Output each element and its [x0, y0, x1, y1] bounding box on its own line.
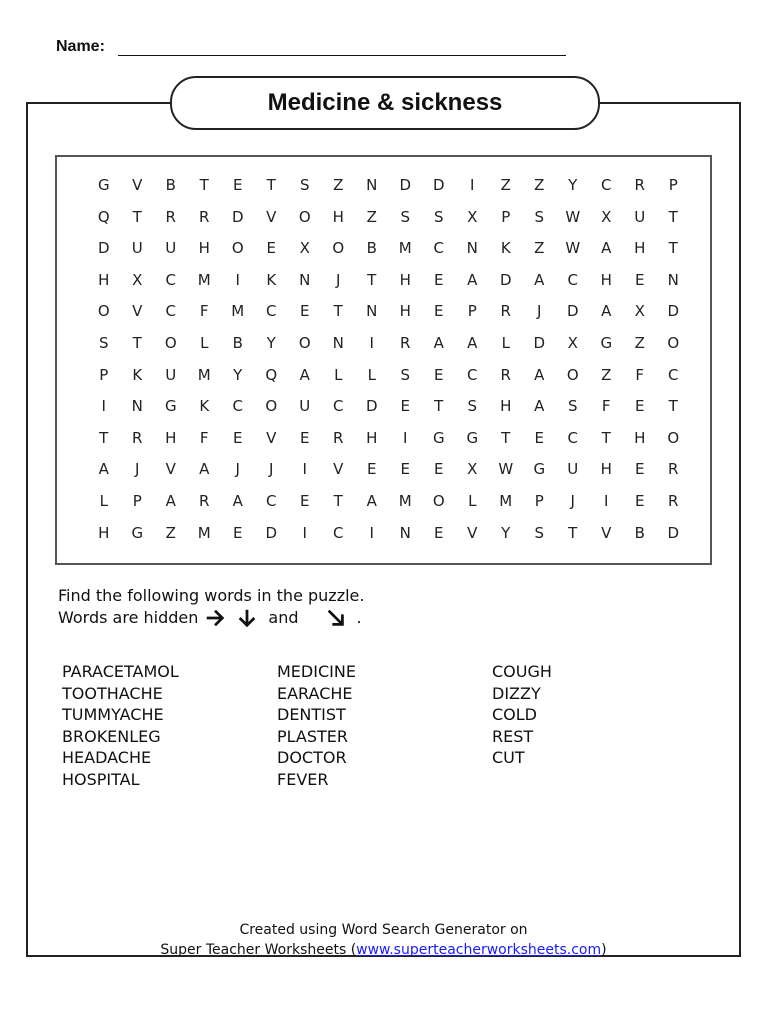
grid-letter: M [398, 239, 412, 258]
grid-letter: E [434, 523, 444, 542]
grid-letter: C [567, 428, 578, 447]
grid-letter: A [601, 239, 612, 258]
grid-letter: Y [501, 523, 511, 542]
name-field [56, 38, 566, 60]
grid-letter: A [467, 333, 478, 352]
grid-letter: H [399, 302, 411, 321]
grid-letter: C [266, 491, 277, 510]
grid-letter: E [400, 460, 410, 479]
grid-letter: T [266, 176, 276, 194]
grid-letter: C [232, 397, 243, 416]
grid-letter: Z [534, 239, 545, 258]
grid-letter: O [231, 239, 244, 258]
grid-letter: B [165, 176, 176, 194]
grid-letter: E [534, 428, 544, 447]
grid-letter: H [600, 460, 612, 479]
grid-letter: Z [601, 365, 612, 384]
grid-letter: S [400, 207, 411, 226]
grid-letter: H [98, 523, 110, 542]
grid-letter: E [233, 523, 243, 542]
grid-letter: E [635, 460, 645, 479]
grid-letter: E [300, 302, 310, 321]
grid-letter: E [434, 270, 444, 289]
grid-letter: D [499, 270, 512, 289]
word-item: CUT [492, 748, 525, 767]
grid-letter: D [399, 176, 412, 194]
grid-letter: S [467, 397, 478, 416]
word-item: TOOTHACHE [62, 683, 163, 703]
footer [26, 920, 741, 960]
grid-letter: I [101, 397, 106, 416]
grid-letter: X [132, 270, 143, 289]
grid-letter: V [333, 460, 344, 479]
grid-letter: O [332, 239, 345, 258]
grid-letter: C [333, 523, 344, 542]
grid-letter: O [265, 397, 278, 416]
grid-letter: O [566, 365, 579, 384]
grid-letter: C [165, 270, 176, 289]
grid-letter: T [668, 397, 678, 416]
grid-letter: C [567, 270, 578, 289]
word-item: HOSPITAL [62, 769, 140, 789]
grid-letter: J [269, 460, 274, 479]
grid-letter: Y [568, 176, 578, 194]
grid-letter: T [668, 207, 678, 226]
grid-letter: T [99, 428, 109, 447]
grid-letter: H [600, 270, 612, 289]
grid-letter: D [667, 523, 680, 542]
grid-letter: N [332, 333, 344, 352]
grid-letter: D [365, 397, 378, 416]
grid-letter: K [132, 365, 143, 384]
grid-letter: B [634, 523, 645, 542]
grid-letter: Z [366, 207, 377, 226]
grid-letter: A [366, 491, 377, 510]
grid-letter: N [366, 176, 378, 194]
grid-letter: E [400, 397, 410, 416]
grid-letter: I [369, 523, 374, 542]
grid-letter: P [99, 365, 109, 384]
grid-letter: L [501, 333, 510, 352]
grid-letter: G [600, 333, 613, 352]
grid-letter: U [634, 207, 646, 226]
grid-letter: J [235, 460, 240, 479]
word-column [277, 661, 492, 790]
grid-letter: T [568, 523, 578, 542]
grid-letter: T [501, 428, 511, 447]
grid-letter: M [197, 523, 211, 542]
grid-letter: P [534, 491, 544, 510]
grid-letter: O [97, 302, 110, 321]
word-item: DIZZY [492, 683, 541, 703]
grid-letter: U [567, 460, 579, 479]
footer-suffix: ) [601, 942, 607, 958]
page-title: Medicine & sickness [267, 89, 503, 116]
grid-letter: E [300, 428, 310, 447]
grid-letter: Q [97, 207, 110, 226]
grid-letter: I [235, 270, 240, 289]
grid-letter: O [298, 207, 311, 226]
grid-letter: J [570, 491, 575, 510]
grid-letter: R [500, 365, 511, 384]
grid-letter: H [399, 270, 411, 289]
word-item: HEADACHE [62, 748, 152, 767]
grid-letter: G [466, 428, 479, 447]
grid-letter: G [164, 397, 177, 416]
grid-letter: S [400, 365, 411, 384]
grid-letter: A [165, 491, 176, 510]
grid-letter: L [99, 491, 108, 510]
grid-letter: R [165, 207, 176, 226]
grid-letter: M [197, 270, 211, 289]
grid-letter: E [266, 239, 276, 258]
grid-letter: T [199, 176, 209, 194]
word-column [62, 661, 277, 790]
arrow-down-icon [236, 607, 262, 629]
grid-letter: Z [634, 333, 645, 352]
word-item: PLASTER [277, 726, 349, 746]
grid-letter: M [231, 302, 245, 321]
grid-letter: A [534, 365, 545, 384]
grid-letter: A [467, 270, 478, 289]
grid-letter: H [98, 270, 110, 289]
grid-letter: Z [333, 176, 344, 194]
word-list [62, 661, 707, 790]
grid-letter: F [601, 397, 611, 416]
grid-letter: D [97, 239, 110, 258]
grid-letter: V [165, 460, 176, 479]
grid-letter: E [635, 270, 645, 289]
name-label: Name: [56, 38, 105, 55]
grid-letter: O [432, 491, 445, 510]
grid-letter: E [434, 460, 444, 479]
grid-letter: E [635, 491, 645, 510]
grid-letter: U [165, 239, 177, 258]
grid-letter: U [299, 397, 311, 416]
grid-letter: Z [534, 176, 545, 194]
grid-letter: M [499, 491, 513, 510]
grid-letter: X [567, 333, 578, 352]
grid-letter: C [668, 365, 679, 384]
grid-letter: G [131, 523, 144, 542]
grid-letter: C [467, 365, 478, 384]
grid-letter: C [266, 302, 277, 321]
grid-letter: G [432, 428, 445, 447]
grid-letter: J [336, 270, 341, 289]
grid-letter: A [433, 333, 444, 352]
grid-letter: E [434, 302, 444, 321]
grid-letter: D [667, 302, 680, 321]
instructions [58, 585, 364, 629]
grid-letter: G [97, 176, 110, 194]
grid-letter: I [302, 460, 307, 479]
word-item: MEDICINE [277, 662, 356, 681]
grid-letter: P [467, 302, 477, 321]
grid-letter: L [334, 365, 343, 384]
grid-letter: C [601, 176, 612, 194]
grid-letter: X [634, 302, 645, 321]
grid-letter: A [601, 302, 612, 321]
grid-letter: K [199, 397, 210, 416]
grid-letter: I [604, 491, 609, 510]
grid-letter: R [500, 302, 511, 321]
grid-letter: A [534, 397, 545, 416]
grid-letter: F [199, 302, 209, 321]
grid-letter: V [266, 207, 277, 226]
grid-letter: V [266, 428, 277, 447]
footer-prefix: Super Teacher Worksheets ( [160, 942, 357, 958]
grid-letter: N [667, 270, 679, 289]
grid-letter: X [601, 207, 612, 226]
grid-letter: H [500, 397, 512, 416]
grid-letter: C [433, 239, 444, 258]
title-banner [170, 76, 600, 130]
instructions-and: and [268, 608, 299, 627]
grid-letter: I [470, 176, 475, 194]
grid-letter: Y [233, 365, 243, 384]
grid-letter: W [565, 207, 581, 226]
grid-letter: R [132, 428, 143, 447]
grid-letter: T [333, 491, 343, 510]
grid-letter: A [98, 460, 109, 479]
grid-letter: Z [500, 176, 511, 194]
grid-letter: P [132, 491, 142, 510]
grid-letter: V [132, 302, 143, 321]
grid-letter: L [367, 365, 376, 384]
grid-letter: R [668, 491, 679, 510]
grid-letter: O [667, 428, 680, 447]
word-item: TUMMYACHE [62, 705, 164, 724]
grid-letter: T [668, 239, 678, 258]
grid-letter: S [98, 333, 109, 352]
letter-grid [87, 170, 690, 549]
grid-letter: E [635, 397, 645, 416]
word-item: EARACHE [277, 683, 353, 703]
grid-letter: A [299, 365, 310, 384]
grid-letter: E [367, 460, 377, 479]
grid-letter: Z [165, 523, 176, 542]
grid-letter: I [302, 523, 307, 542]
footer-line-1: Created using Word Search Generator on [239, 922, 528, 938]
grid-letter: A [232, 491, 243, 510]
grid-letter: B [366, 239, 377, 258]
grid-letter: T [132, 333, 142, 352]
word-item: DOCTOR [277, 748, 347, 767]
grid-letter: K [500, 239, 511, 258]
grid-letter: T [601, 428, 611, 447]
grid-letter: I [403, 428, 408, 447]
word-item: BROKENLEG [62, 726, 161, 746]
grid-letter: N [131, 397, 143, 416]
grid-letter: T [333, 302, 343, 321]
grid-letter: W [565, 239, 581, 258]
grid-letter: E [300, 491, 310, 510]
grid-letter: A [199, 460, 210, 479]
grid-letter: D [432, 176, 445, 194]
word-item: PARACETAMOL [62, 662, 179, 681]
grid-letter: F [199, 428, 209, 447]
grid-letter: Y [266, 333, 276, 352]
grid-letter: C [165, 302, 176, 321]
grid-letter: R [668, 460, 679, 479]
grid-letter: N [299, 270, 311, 289]
grid-letter: N [366, 302, 378, 321]
grid-letter: S [534, 207, 545, 226]
grid-letter: L [200, 333, 209, 352]
grid-letter: H [634, 239, 646, 258]
grid-letter: R [199, 207, 210, 226]
grid-letter: H [332, 207, 344, 226]
grid-letter: J [537, 302, 542, 321]
grid-letter: O [164, 333, 177, 352]
grid-letter: I [369, 333, 374, 352]
grid-letter: S [299, 176, 310, 194]
grid-letter: S [433, 207, 444, 226]
grid-letter: F [635, 365, 645, 384]
grid-letter: E [233, 176, 243, 194]
grid-letter: H [198, 239, 210, 258]
grid-letter: U [131, 239, 143, 258]
grid-letter: D [231, 207, 244, 226]
grid-letter: V [132, 176, 143, 194]
grid-letter: W [498, 460, 514, 479]
instructions-line-1: Find the following words in the puzzle. [58, 586, 365, 605]
grid-letter: G [533, 460, 546, 479]
word-item: COUGH [492, 662, 552, 681]
grid-letter: X [467, 207, 478, 226]
grid-letter: R [634, 176, 645, 194]
grid-letter: S [534, 523, 545, 542]
arrow-down-right-icon [325, 607, 351, 629]
grid-letter: R [400, 333, 411, 352]
arrow-right-icon [204, 607, 230, 629]
grid-letter: T [367, 270, 377, 289]
word-column [492, 661, 707, 790]
grid-letter: M [197, 365, 211, 384]
grid-letter: K [266, 270, 277, 289]
grid-letter: R [333, 428, 344, 447]
grid-letter: D [533, 333, 546, 352]
grid-letter: D [566, 302, 579, 321]
instructions-period: . [356, 608, 362, 627]
name-underline [118, 55, 566, 56]
grid-letter: N [399, 523, 411, 542]
grid-letter: A [534, 270, 545, 289]
grid-letter: D [265, 523, 278, 542]
grid-letter: H [165, 428, 177, 447]
grid-letter: M [398, 491, 412, 510]
grid-letter: O [298, 333, 311, 352]
grid-letter: X [467, 460, 478, 479]
word-item: REST [492, 726, 534, 746]
grid-letter: H [366, 428, 378, 447]
grid-letter: X [299, 239, 310, 258]
grid-letter: P [668, 176, 678, 194]
footer-line-2 [26, 940, 741, 960]
grid-letter: L [468, 491, 477, 510]
grid-letter: T [434, 397, 444, 416]
grid-letter: V [467, 523, 478, 542]
word-item: FEVER [277, 769, 329, 789]
instructions-line-2 [58, 607, 364, 629]
grid-letter: H [634, 428, 646, 447]
grid-letter: O [667, 333, 680, 352]
grid-letter: Q [265, 365, 278, 384]
grid-letter: V [601, 523, 612, 542]
website-link[interactable]: www.superteacherworksheets.com [356, 942, 602, 958]
grid-letter: C [333, 397, 344, 416]
word-item: DENTIST [277, 705, 346, 724]
grid-letter: P [501, 207, 511, 226]
grid-letter: T [132, 207, 142, 226]
grid-letter: E [233, 428, 243, 447]
grid-letter: E [434, 365, 444, 384]
grid-letter: R [199, 491, 210, 510]
word-item: COLD [492, 705, 537, 724]
grid-letter: U [165, 365, 177, 384]
grid-letter: N [466, 239, 478, 258]
instructions-prefix: Words are hidden [58, 608, 199, 627]
grid-letter: J [135, 460, 140, 479]
grid-letter: B [232, 333, 243, 352]
grid-letter: S [567, 397, 578, 416]
